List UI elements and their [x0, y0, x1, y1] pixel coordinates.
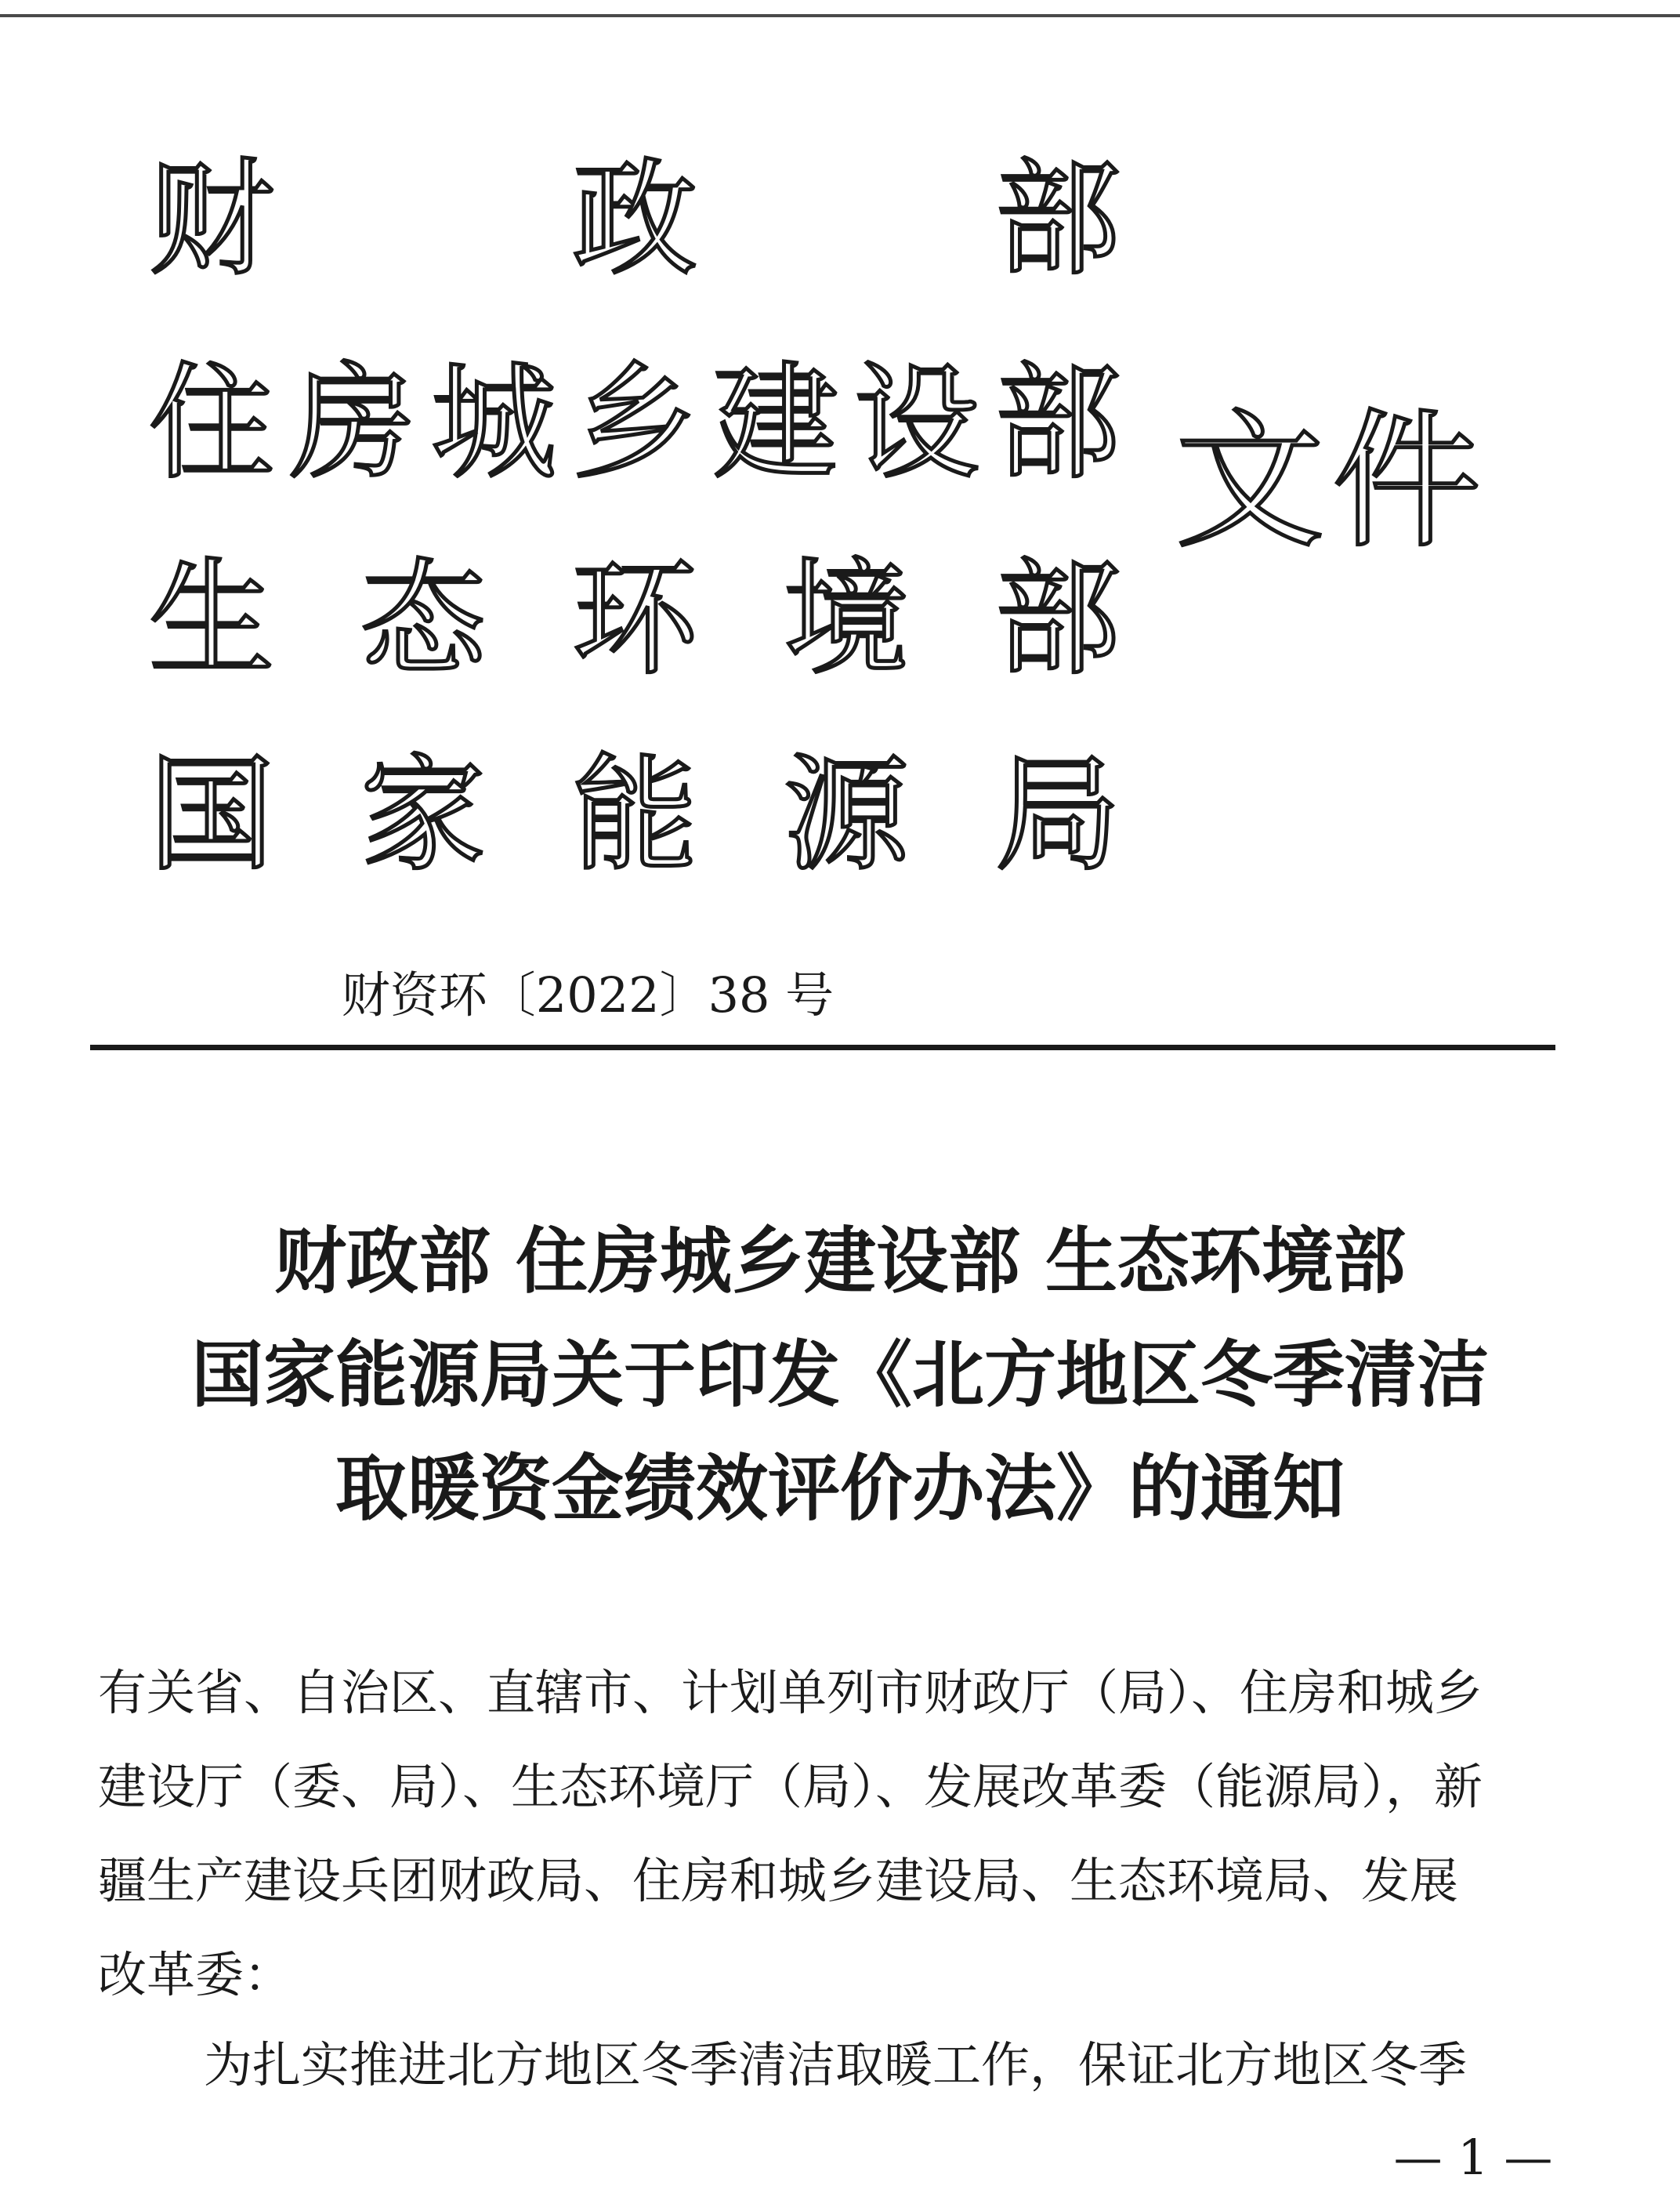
masthead-char: 源 [784, 741, 910, 888]
masthead-char: 政 [572, 146, 698, 292]
masthead-char: 境 [784, 545, 910, 692]
top-border-line [0, 14, 1680, 17]
masthead-char: 家 [360, 741, 487, 888]
masthead-char: 设 [854, 350, 980, 496]
masthead-char: 部 [995, 146, 1121, 292]
addressee-line: 建设厅（委、局）、生态环境厅（局）、发展改革委（能源局），新 [98, 1758, 1483, 1815]
masthead-char: 生 [149, 545, 275, 692]
document-number: 财资环〔2022〕38 号 [341, 966, 835, 1024]
masthead-char: 城 [431, 350, 557, 496]
addressee-line: 疆生产建设兵团财政局、住房和城乡建设局、生态环境局、发展 [98, 1852, 1459, 1909]
masthead-char: 部 [995, 545, 1121, 692]
document-title-line: 国家能源局关于印发《北方地区冬季清洁 [190, 1333, 1489, 1417]
masthead-char: 部 [995, 350, 1121, 496]
document-title-line: 财政部 住房城乡建设部 生态环境部 [273, 1220, 1407, 1303]
addressee-line: 有关省、自治区、直辖市、计划单列市财政厅（局）、住房和城乡 [98, 1664, 1483, 1721]
page-number: — 1 — [1393, 2129, 1553, 2186]
header-separator-line [90, 1045, 1555, 1050]
masthead-suffix: 文件 [1175, 395, 1490, 568]
body-paragraph: 为扎实推进北方地区冬季清洁取暖工作，保证北方地区冬季 [204, 2036, 1468, 2093]
masthead-char: 局 [995, 741, 1121, 888]
masthead-char: 财 [149, 146, 275, 292]
addressee-line: 改革委： [98, 1946, 293, 2003]
masthead-char: 房 [290, 350, 416, 496]
document-title-line: 取暖资金绩效评价办法》的通知 [335, 1447, 1345, 1531]
masthead-char: 能 [572, 741, 698, 888]
masthead-char: 建 [713, 350, 839, 496]
masthead-char: 乡 [572, 350, 698, 496]
masthead-char: 环 [572, 545, 698, 692]
masthead-char: 住 [149, 350, 275, 496]
masthead-char: 态 [360, 545, 487, 692]
masthead-char: 国 [149, 741, 275, 888]
